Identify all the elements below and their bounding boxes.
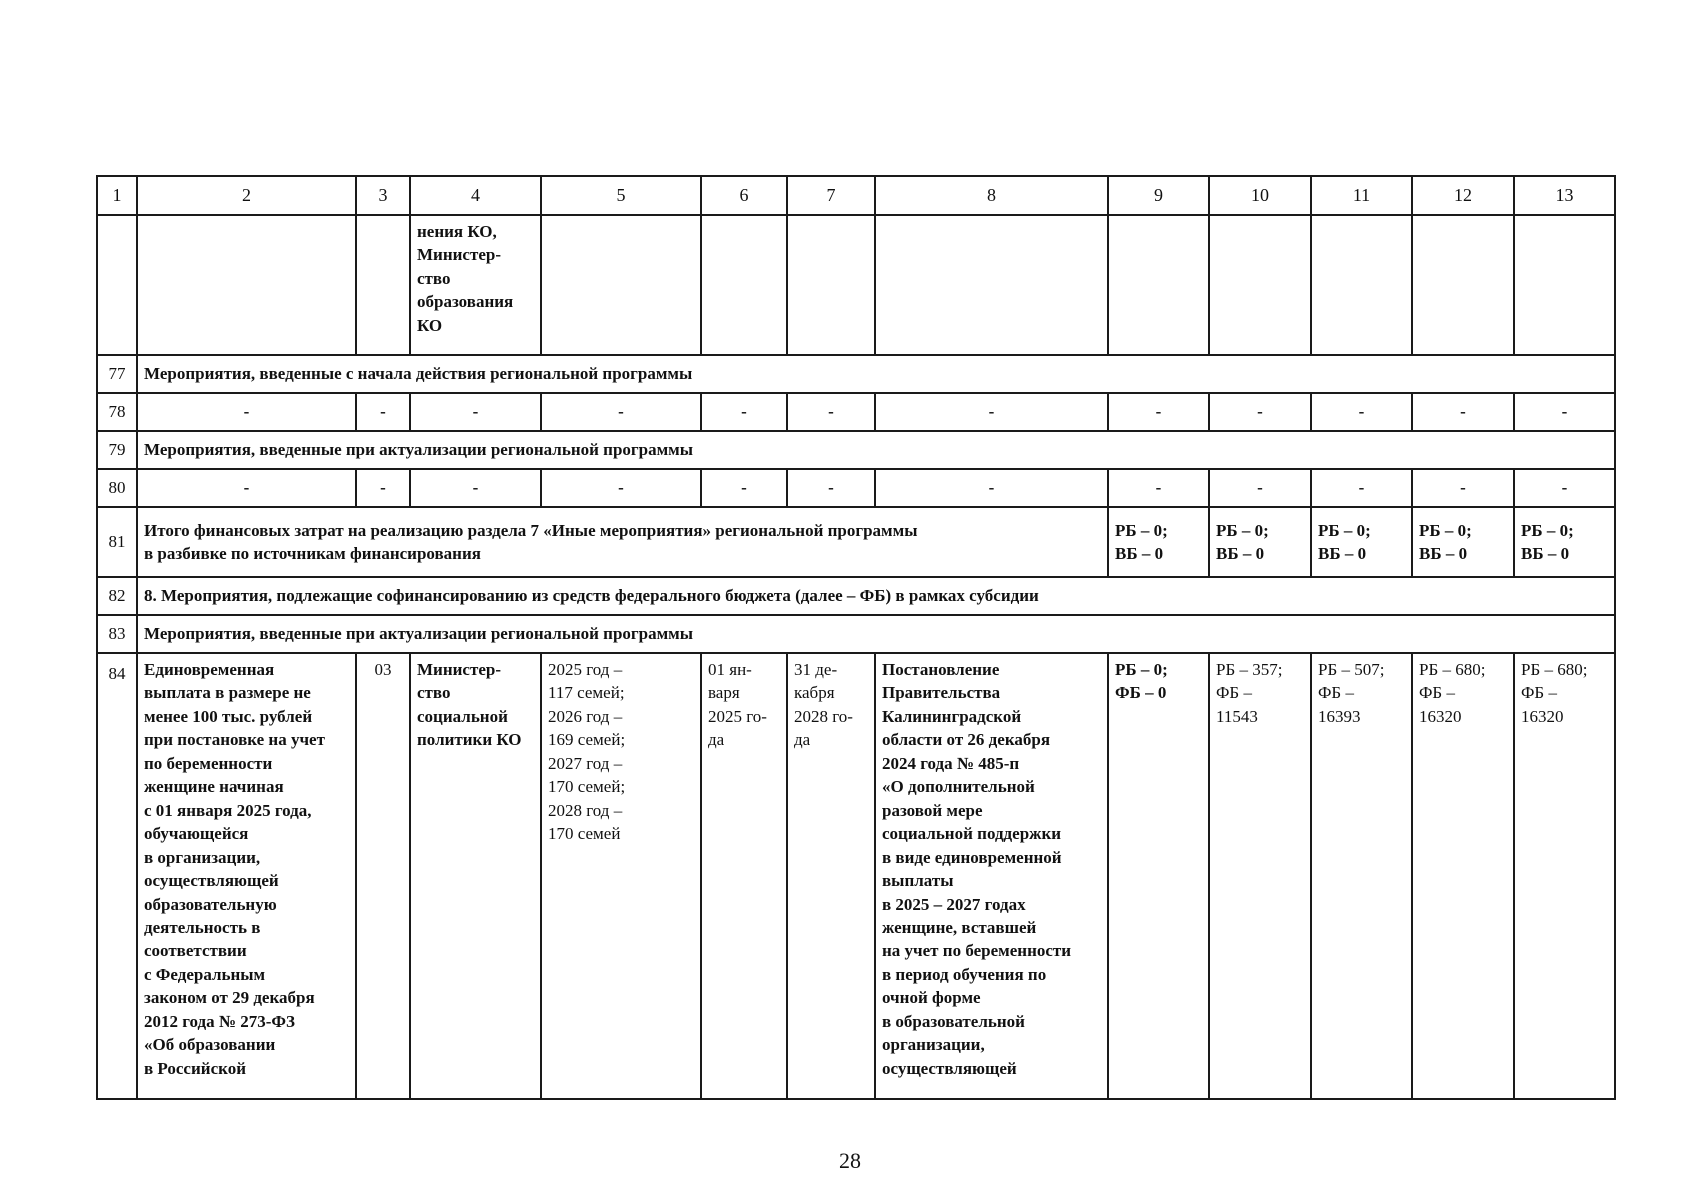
row-number: 77 xyxy=(97,355,137,393)
row-number: 80 xyxy=(97,469,137,507)
header-col-4: 4 xyxy=(410,176,541,215)
measure-end-date: 31 де- кабря 2028 го- да xyxy=(787,653,875,1099)
dash-cell: - xyxy=(701,393,787,431)
header-col-5: 5 xyxy=(541,176,701,215)
dash-cell: - xyxy=(137,393,356,431)
row-number: 82 xyxy=(97,577,137,615)
dash-cell: - xyxy=(137,469,356,507)
measure-description: Единовременная выплата в размере не менее 100 тыс. рублей при постановке на учет по беременности женщине начиная с 01 января 2025 года, обучающейся в организации, осуществляющей образовательную деятельность в соответствии с Федеральным законом от 29 декабря 2012 года № 273-ФЗ «Об образовании в Российской xyxy=(137,653,356,1099)
measure-executor: Министер- ство социальной политики КО xyxy=(410,653,541,1099)
dash-cell: - xyxy=(410,393,541,431)
row-number: 83 xyxy=(97,615,137,653)
dash-cell: - xyxy=(541,469,701,507)
row-84 xyxy=(97,653,1615,1099)
dash-cell: - xyxy=(1108,393,1209,431)
row-number: 78 xyxy=(97,393,137,431)
dash-cell: - xyxy=(787,469,875,507)
header-col-3: 3 xyxy=(356,176,410,215)
dash-cell: - xyxy=(1209,393,1311,431)
header-col-2: 2 xyxy=(137,176,356,215)
total-value-13: РБ – 0; ВБ – 0 xyxy=(1514,507,1615,577)
measure-finance-12: РБ – 680; ФБ – 16320 xyxy=(1412,653,1514,1099)
row-78 xyxy=(97,393,1615,431)
dash-cell: - xyxy=(356,469,410,507)
dash-cell: - xyxy=(1311,393,1412,431)
measure-finance-11: РБ – 507; ФБ – 16393 xyxy=(1311,653,1412,1099)
measure-code: 03 xyxy=(356,653,410,1099)
row-82 xyxy=(97,577,1615,615)
dash-cell: - xyxy=(875,469,1108,507)
row-77 xyxy=(97,355,1615,393)
section-heading: 8. Мероприятия, подлежащие софинансированию из средств федерального бюджета (далее – ФБ) в рамках субсидии xyxy=(137,577,1615,615)
section-heading: Мероприятия, введенные при актуализации региональной программы xyxy=(137,615,1615,653)
header-col-11: 11 xyxy=(1311,176,1412,215)
header-col-9: 9 xyxy=(1108,176,1209,215)
total-label: Итого финансовых затрат на реализацию раздела 7 «Иные мероприятия» региональной программы в разбивке по источникам финансирования xyxy=(137,507,1108,577)
row-83 xyxy=(97,615,1615,653)
dash-cell: - xyxy=(1209,469,1311,507)
dash-cell: - xyxy=(1108,469,1209,507)
total-value-9: РБ – 0; ВБ – 0 xyxy=(1108,507,1209,577)
header-col-1: 1 xyxy=(97,176,137,215)
continuation-row xyxy=(97,215,1615,355)
row-81 xyxy=(97,507,1615,577)
header-row xyxy=(97,176,1615,215)
dash-cell: - xyxy=(701,469,787,507)
row-number: 84 xyxy=(97,653,137,1099)
dash-cell: - xyxy=(787,393,875,431)
dash-cell: - xyxy=(1311,469,1412,507)
total-value-12: РБ – 0; ВБ – 0 xyxy=(1412,507,1514,577)
program-table xyxy=(96,175,1616,1100)
dash-cell: - xyxy=(875,393,1108,431)
dash-cell: - xyxy=(1514,393,1615,431)
dash-cell: - xyxy=(1412,469,1514,507)
measure-finance-10: РБ – 357; ФБ – 11543 xyxy=(1209,653,1311,1099)
dash-cell: - xyxy=(410,469,541,507)
section-heading: Мероприятия, введенные с начала действия региональной программы xyxy=(137,355,1615,393)
measure-finance-13: РБ – 680; ФБ – 16320 xyxy=(1514,653,1615,1099)
header-col-10: 10 xyxy=(1209,176,1311,215)
page-number: 28 xyxy=(839,1148,861,1173)
dash-cell: - xyxy=(541,393,701,431)
total-value-11: РБ – 0; ВБ – 0 xyxy=(1311,507,1412,577)
continuation-executor: нения КО, Министер- ство образования КО xyxy=(410,215,541,355)
measure-start-date: 01 ян- варя 2025 го- да xyxy=(701,653,787,1099)
header-col-8: 8 xyxy=(875,176,1108,215)
measure-finance-9: РБ – 0; ФБ – 0 xyxy=(1108,653,1209,1099)
row-79 xyxy=(97,431,1615,469)
measure-beneficiaries: 2025 год – 117 семей; 2026 год – 169 семей; 2027 год – 170 семей; 2028 год – 170 семей xyxy=(541,653,701,1099)
section-heading: Мероприятия, введенные при актуализации региональной программы xyxy=(137,431,1615,469)
row-number: 79 xyxy=(97,431,137,469)
header-col-12: 12 xyxy=(1412,176,1514,215)
dash-cell: - xyxy=(356,393,410,431)
header-col-7: 7 xyxy=(787,176,875,215)
header-col-13: 13 xyxy=(1514,176,1615,215)
dash-cell: - xyxy=(1412,393,1514,431)
row-80 xyxy=(97,469,1615,507)
total-value-10: РБ – 0; ВБ – 0 xyxy=(1209,507,1311,577)
row-number: 81 xyxy=(97,507,137,577)
header-col-6: 6 xyxy=(701,176,787,215)
measure-legal-basis: Постановление Правительства Калининградской области от 26 декабря 2024 года № 485-п «О дополнительной разовой мере социальной поддержки в виде единовременной выплаты в 2025 – 2027 годах женщине, вставшей на учет по беременности в период обучения по очной форме в образовательной организации, осуществляющей xyxy=(875,653,1108,1099)
dash-cell: - xyxy=(1514,469,1615,507)
